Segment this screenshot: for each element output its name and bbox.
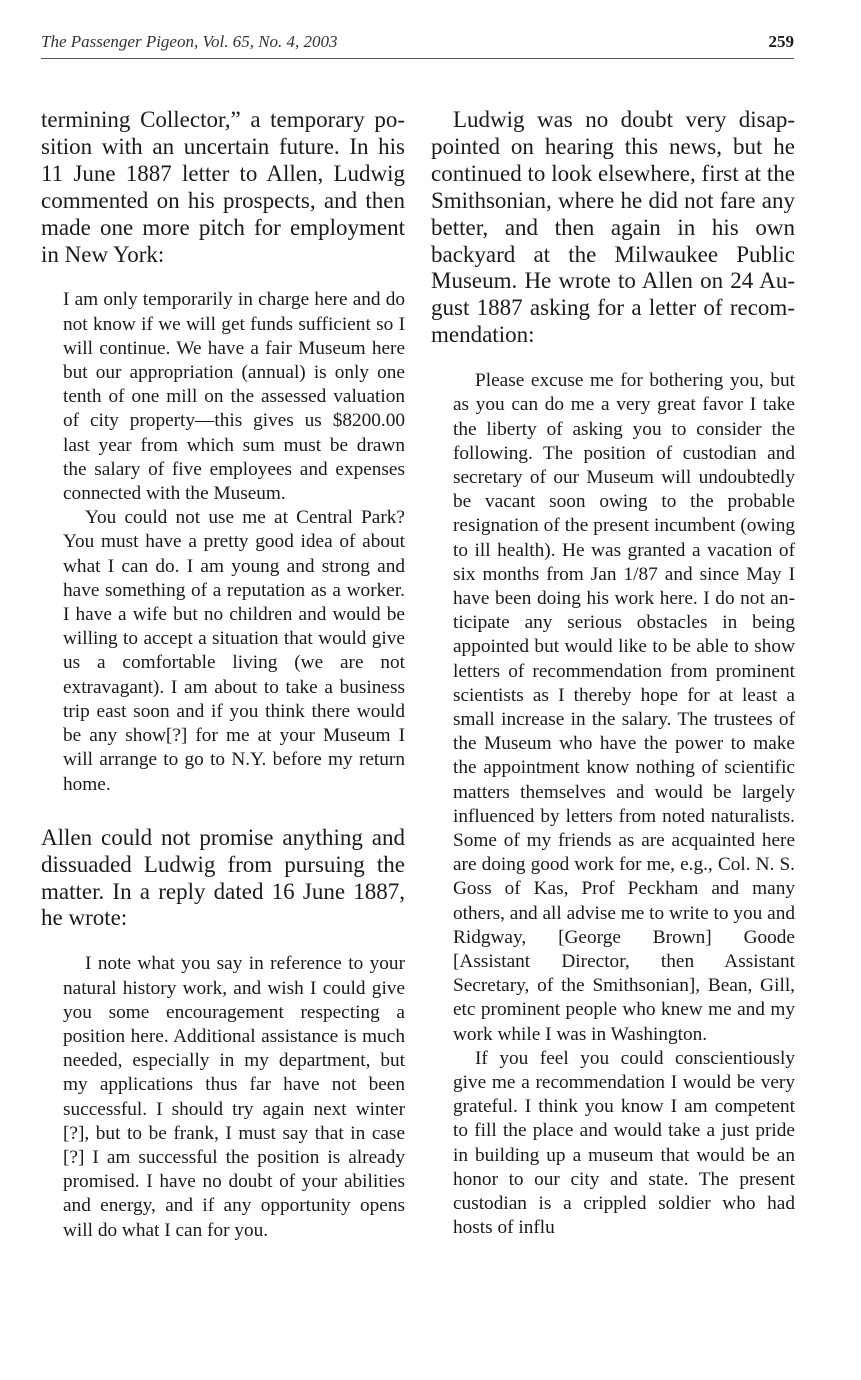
body-paragraph: Allen could not promise anything and dissuaded Ludwig from pursuing the matter. In a reply dated 16 June 1887, he wrote:: [41, 824, 405, 931]
running-header: [41, 32, 794, 59]
left-column: [41, 107, 405, 1243]
quote-paragraph: Please excuse me for bothering you, but as you can do me a very great favor I take the liberty of asking you to consider the following. The position of custodian and secretary of our Museum will undoubtedly be vacant soon owing to the probable resignation of the present incumbent (owing to ill health). He was granted a vacation of six months from Jan 1/87 and since May I have been doing his work here. I do not anticipate any serious obstacles in being appointed but would like to be able to show letters of recommendation from prominent scientists as I thereby hope for at least a small increase in the salary. The trustees of the Museum who have the power to make the appointment know nothing of scientific matters themselves and would be largely influenced by letters from noted naturalists. Some of my friends as are acquainted here are doing good work for me, e.g., Col. N. S. Goss of Kas, Prof Peckham and many others, and all advise me to write to you and Ridgway, [George Brown] Goode [Assistant Director, then Assistant Secretary, of the Smithsonian], Bean, Gill, etc prominent people who knew me and my work while I was in Washington.: [453, 370, 795, 1045]
body-paragraph: termining Collector,” a temporary position with an uncertain future. In his 11 June 1887 letter to Allen, Ludwig commented on his prospects, and then made one more pitch for employment in New York:: [41, 107, 405, 267]
block-quote: [63, 952, 405, 1242]
quote-paragraph: I am only temporarily in charge here and do not know if we will get funds sufficient so I will continue. We have a fair Museum here but our appropriation (annual) is only one tenth of one mill on the assessed valuation of city property—this gives us $8200.00 last year from which sum must be drawn the salary of five employees and expenses connected with the Museum.: [63, 289, 405, 505]
page-number: 259: [768, 32, 794, 51]
quote-paragraph: You could not use me at Central Park? You must have a pretty good idea of about what I can do. I am young and strong and have something of a reputation as a worker. I have a wife but no children and would be willing to accept a situation that would give us a comfortable living (we are not extravagant). I am about to take a business trip east soon and if you think there would be any show[?] for me at your Museum I will arrange to go to N.Y. before my return home.: [63, 507, 405, 795]
quote-paragraph: If you feel you could conscientiously give me a recommendation I would be very grateful. I think you know I am competent to fill the place and would take a just pride in building up a museum that would be an honor to our city and state. The present custodian is a crippled soldier who had hosts of influ: [453, 1047, 795, 1239]
journal-citation: The Passenger Pigeon, Vol. 65, No. 4, 2003: [41, 32, 338, 51]
block-quote: [453, 369, 795, 1240]
body-paragraph: Ludwig was no doubt very disappointed on hearing this news, but he continued to look elsewhere, first at the Smithsonian, where he did not fare any better, and then again in his own backyard at the Milwaukee Public Museum. He wrote to Allen on 24 August 1887 asking for a letter of recommendation:: [431, 107, 795, 348]
right-column: [431, 107, 795, 1240]
quote-paragraph: I note what you say in reference to your natural history work, and wish I could give you some encouragement respecting a position here. Additional assistance is much needed, especially in my department, but my applications thus far have not been successful. I should try again next winter [?], but to be frank, I must say that in case [?] I am successful the position is already promised. I have no doubt of your abilities and energy, and if any opportunity opens will do what I can for you.: [63, 953, 405, 1241]
block-quote: [63, 288, 405, 796]
